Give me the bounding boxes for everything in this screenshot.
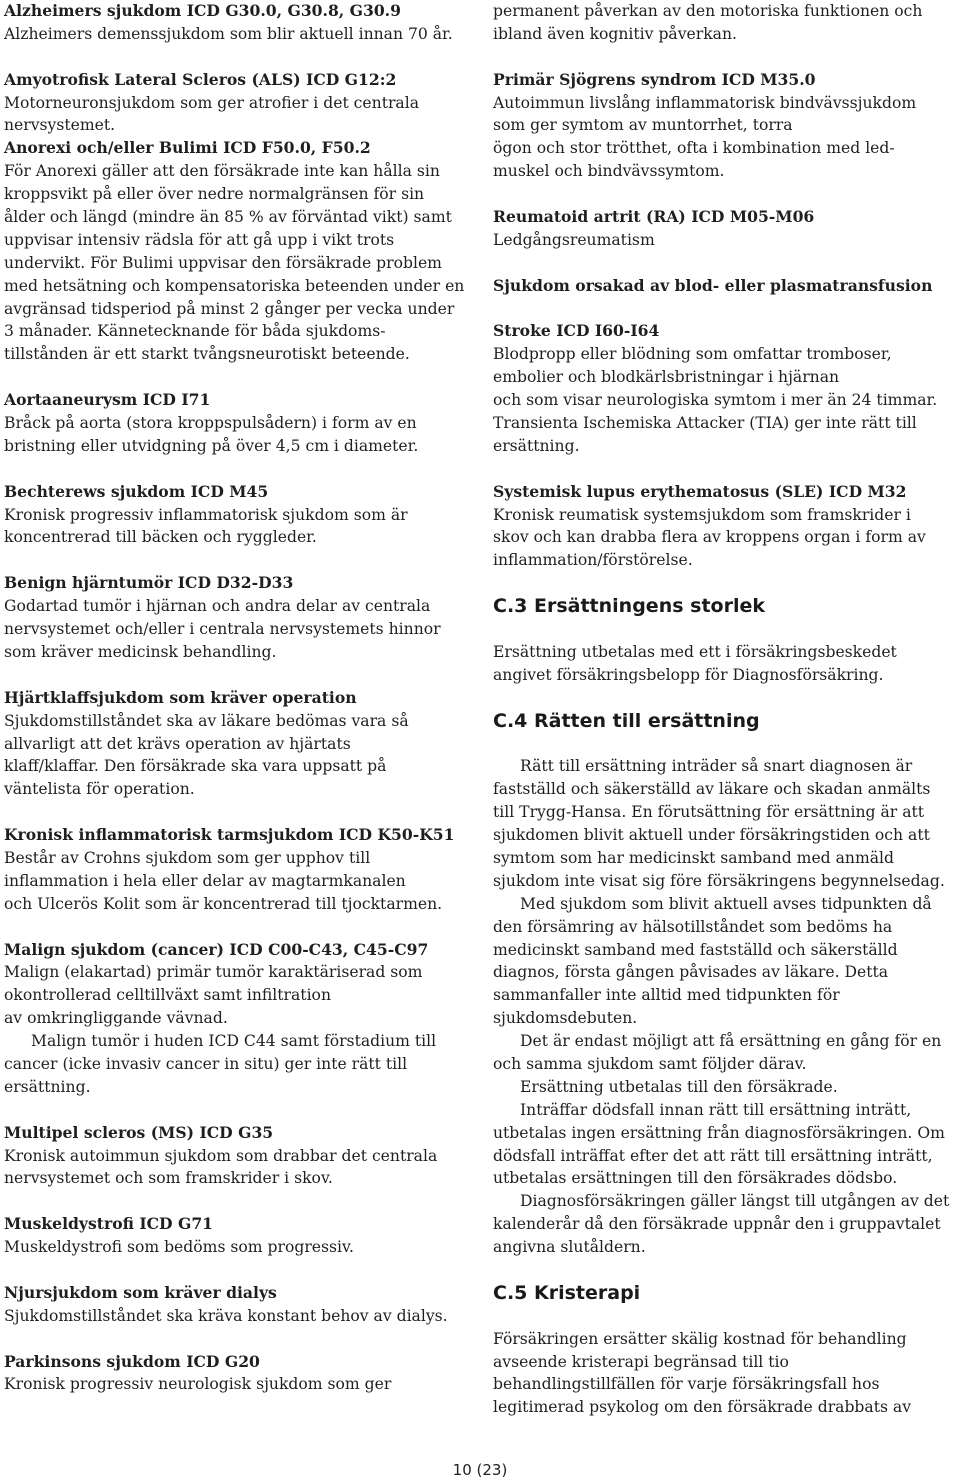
paragraph-gap bbox=[4, 549, 476, 572]
body-line: avseende kristerapi begränsad till tio bbox=[493, 1352, 789, 1371]
paragraph-gap bbox=[493, 1259, 955, 1282]
page-number: 10 (23) bbox=[452, 1461, 508, 1479]
body-line: Ledgångsreumatism bbox=[493, 230, 655, 249]
body-line: angivna slutåldern. bbox=[493, 1238, 646, 1257]
body-line: utbetalas ersättningen till den försäkrades dödsbo. bbox=[493, 1169, 898, 1188]
body-line: uppvisar intensiv rädsla för att gå upp i vikt trots bbox=[4, 230, 395, 249]
body-line: Motorneuronsjukdom som ger atrofier i det centrala bbox=[4, 93, 419, 112]
body-line: cancer (icke invasiv cancer in situ) ger inte rätt till bbox=[4, 1054, 408, 1073]
paragraph-gap bbox=[4, 916, 476, 939]
body-line: inflammation/förstörelse. bbox=[493, 551, 693, 570]
body-line: Alzheimers demenssjukdom som blir aktuell innan 70 år. bbox=[4, 24, 453, 43]
body-line: Malign tumör i huden ICD C44 samt förstadium till bbox=[31, 1032, 437, 1051]
body-line: Kronisk progressiv inflammatorisk sjukdom som är bbox=[4, 505, 408, 524]
body-line: fastställd och säkerställd av läkare och skadan anmälts bbox=[493, 780, 931, 799]
paragraph-gap bbox=[493, 733, 955, 756]
body-line: ersättning. bbox=[493, 436, 580, 455]
body-line: Godartad tumör i hjärnan och andra delar av centrala bbox=[4, 597, 431, 616]
body-line: av omkringliggande vävnad. bbox=[4, 1009, 228, 1028]
body-line: och Ulcerös Kolit som är koncentrerad till tjocktarmen. bbox=[4, 894, 443, 913]
body-line: till Trygg-Hansa. En förutsättning för ersättning är att bbox=[493, 803, 925, 822]
term-heading: Muskeldystrofi ICD G71 bbox=[4, 1214, 214, 1234]
paragraph-gap bbox=[493, 183, 955, 206]
section-heading: C.5 Kristerapi bbox=[493, 1281, 641, 1304]
body-line: nervsystemet och/eller i centrala nervsystemets hinnor bbox=[4, 620, 441, 639]
body-line: Sjukdomstillståndet ska av läkare bedömas vara så bbox=[4, 711, 409, 730]
paragraph-gap bbox=[4, 1190, 476, 1213]
body-line: ålder och längd (mindre än 85 % av förväntad vikt) samt bbox=[4, 208, 452, 227]
term-heading: Benign hjärntumör ICD D32-D33 bbox=[4, 573, 294, 593]
body-line: koncentrerad till bäcken och ryggleder. bbox=[4, 528, 317, 547]
body-line: Ersättning utbetalas till den försäkrade. bbox=[520, 1077, 838, 1096]
body-line: klaff/klaffar. Den försäkrade ska vara uppsatt på bbox=[4, 757, 387, 776]
body-line: inflammation i hela eller delar av magtarmkanalen bbox=[4, 871, 406, 890]
term-heading: Anorexi och/eller Bulimi ICD F50.0, F50.2 bbox=[4, 138, 371, 158]
body-line: den försämring av hälsotillståndet som bedöms ha bbox=[493, 917, 893, 936]
body-line: avgränsad tidsperiod på minst 2 gånger per vecka under bbox=[4, 299, 455, 318]
body-line: med hetsätning och kompensatoriska beteenden under en bbox=[4, 276, 465, 295]
paragraph-gap bbox=[4, 366, 476, 389]
body-line: kroppsvikt på eller över nedre normalgränsen för sin bbox=[4, 185, 425, 204]
body-line: sjukdomen blivit aktuell under försäkringstiden och att bbox=[493, 826, 930, 845]
paragraph-gap bbox=[493, 252, 955, 275]
paragraph-gap bbox=[4, 1099, 476, 1122]
right-column bbox=[493, 0, 955, 1419]
body-line: okontrollerad celltillväxt samt infiltration bbox=[4, 986, 331, 1005]
left-column bbox=[4, 0, 476, 1396]
body-line: 3 månader. Kännetecknande för båda sjukdoms- bbox=[4, 322, 386, 341]
body-line: och som visar neurologiska symtom i mer än 24 timmar. bbox=[493, 391, 938, 410]
paragraph-gap bbox=[493, 618, 955, 641]
body-line: diagnos, första gången påvisades av läkare. Detta bbox=[493, 963, 889, 982]
body-line: behandlingstillfällen för varje försäkringsfall hos bbox=[493, 1375, 880, 1394]
body-line: sjukdom inte visat sig före försäkringens begynnelsedag. bbox=[493, 871, 945, 890]
paragraph-gap bbox=[493, 46, 955, 69]
body-line: skov och kan drabba flera av kroppens organ i form av bbox=[493, 528, 926, 547]
body-line: sjukdomsdebuten. bbox=[493, 1009, 638, 1028]
body-line: allvarligt att det krävs operation av hjärtats bbox=[4, 734, 351, 753]
term-heading: Njursjukdom som kräver dialys bbox=[4, 1282, 277, 1302]
paragraph-gap bbox=[4, 46, 476, 69]
section-heading: C.3 Ersättningens storlek bbox=[493, 595, 765, 618]
body-line: utbetalas ingen ersättning från diagnosförsäkringen. Om bbox=[493, 1123, 945, 1142]
term-heading: Systemisk lupus erythematosus (SLE) ICD M32 bbox=[493, 481, 907, 501]
body-line: Kronisk progressiv neurologisk sjukdom som ger bbox=[4, 1375, 392, 1394]
body-line: legitimerad psykolog om den försäkrade drabbats av bbox=[493, 1398, 912, 1417]
body-line: Det är endast möjligt att få ersättning en gång för en bbox=[520, 1032, 942, 1051]
term-heading: Stroke ICD I60-I64 bbox=[493, 321, 660, 341]
body-line: kalenderår då den försäkrade uppnår den i gruppavtalet bbox=[493, 1215, 941, 1234]
body-line: och samma sjukdom samt följder därav. bbox=[493, 1054, 807, 1073]
body-line: tillstånden är ett starkt tvångsneurotiskt beteende. bbox=[4, 345, 410, 364]
body-line: ersättning. bbox=[4, 1077, 91, 1096]
body-line: Autoimmun livslång inflammatorisk bindvävssjukdom bbox=[493, 93, 917, 112]
body-line: Ersättning utbetalas med ett i försäkringsbeskedet bbox=[493, 642, 897, 661]
term-heading: Bechterews sjukdom ICD M45 bbox=[4, 481, 269, 501]
term-heading: Sjukdom orsakad av blod- eller plasmatransfusion bbox=[493, 275, 933, 295]
section-heading: C.4 Rätten till ersättning bbox=[493, 709, 760, 732]
paragraph-gap bbox=[4, 458, 476, 481]
paragraph-gap bbox=[4, 1259, 476, 1282]
paragraph-gap bbox=[493, 572, 955, 595]
body-line: För Anorexi gäller att den försäkrade inte kan hålla sin bbox=[4, 162, 440, 181]
body-line: Rätt till ersättning inträder så snart diagnosen är bbox=[520, 757, 913, 776]
body-line: permanent påverkan av den motoriska funktionen och bbox=[493, 2, 923, 20]
term-heading: Kronisk inflammatorisk tarmsjukdom ICD K50-K51 bbox=[4, 825, 455, 845]
body-line: undervikt. För Bulimi uppvisar den försäkrade problem bbox=[4, 253, 442, 272]
paragraph-gap bbox=[4, 801, 476, 824]
body-line: Transienta Ischemiska Attacker (TIA) ger inte rätt till bbox=[493, 414, 917, 433]
paragraph-gap bbox=[493, 458, 955, 481]
body-line: ögon och stor trötthet, ofta i kombination med led- bbox=[493, 139, 895, 158]
body-line: muskel och bindvävssymtom. bbox=[493, 162, 725, 181]
paragraph-gap bbox=[493, 1305, 955, 1328]
paragraph-gap bbox=[4, 664, 476, 687]
body-line: Diagnosförsäkringen gäller längst till utgången av det bbox=[520, 1192, 950, 1211]
paragraph-gap bbox=[493, 298, 955, 321]
paragraph-gap bbox=[4, 1328, 476, 1351]
body-line: sammanfaller inte alltid med tidpunkten för bbox=[493, 986, 840, 1005]
term-heading: Aortaaneurysm ICD I71 bbox=[4, 390, 211, 410]
term-heading: Multipel scleros (MS) ICD G35 bbox=[4, 1122, 274, 1142]
body-line: som ger symtom av muntorrhet, torra bbox=[493, 116, 793, 135]
body-line: Består av Crohns sjukdom som ger upphov till bbox=[4, 848, 371, 867]
body-line: ibland även kognitiv påverkan. bbox=[493, 24, 737, 43]
term-heading: Alzheimers sjukdom ICD G30.0, G30.8, G30.9 bbox=[4, 1, 401, 20]
body-line: Inträffar dödsfall innan rätt till ersättning inträtt, bbox=[520, 1100, 912, 1119]
term-heading: Primär Sjögrens syndrom ICD M35.0 bbox=[493, 69, 816, 89]
body-line: symtom som har medicinskt samband med anmäld bbox=[493, 848, 894, 867]
paragraph-gap bbox=[493, 687, 955, 710]
body-line: Kronisk reumatisk systemsjukdom som framskrider i bbox=[493, 505, 911, 524]
body-line: bristning eller utvidgning på över 4,5 cm i diameter. bbox=[4, 436, 419, 455]
body-line: Blodpropp eller blödning som omfattar tromboser, bbox=[493, 345, 892, 364]
body-line: embolier och blodkärlsbristningar i hjärnan bbox=[493, 368, 840, 387]
body-line: angivet försäkringsbelopp för Diagnosförsäkring. bbox=[493, 665, 884, 684]
body-line: som kräver medicinsk behandling. bbox=[4, 642, 277, 661]
term-heading: Hjärtklaffsjukdom som kräver operation bbox=[4, 687, 357, 707]
term-heading: Amyotrofisk Lateral Scleros (ALS) ICD G12:2 bbox=[4, 69, 397, 89]
body-line: nervsystemet och som framskrider i skov. bbox=[4, 1169, 333, 1188]
body-line: Försäkringen ersätter skälig kostnad för behandling bbox=[493, 1329, 907, 1348]
body-line: medicinskt samband med fastställd och säkerställd bbox=[493, 940, 898, 959]
body-line: Malign (elakartad) primär tumör karaktäriserad som bbox=[4, 963, 423, 982]
body-line: väntelista för operation. bbox=[4, 780, 195, 799]
term-heading: Reumatoid artrit (RA) ICD M05-M06 bbox=[493, 207, 815, 227]
term-heading: Parkinsons sjukdom ICD G20 bbox=[4, 1351, 260, 1371]
body-line: Muskeldystrofi som bedöms som progressiv. bbox=[4, 1238, 354, 1257]
body-line: dödsfall inträffat efter det att rätt till ersättning inträtt, bbox=[493, 1146, 933, 1165]
body-line: Sjukdomstillståndet ska kräva konstant behov av dialys. bbox=[4, 1306, 448, 1325]
body-line: Kronisk autoimmun sjukdom som drabbar det centrala bbox=[4, 1146, 438, 1165]
term-heading: Malign sjukdom (cancer) ICD C00-C43, C45-C97 bbox=[4, 939, 429, 959]
body-line: Med sjukdom som blivit aktuell avses tidpunkten då bbox=[520, 894, 932, 913]
body-line: Bråck på aorta (stora kroppspulsådern) i form av en bbox=[4, 414, 417, 433]
body-line: nervsystemet. bbox=[4, 116, 116, 135]
